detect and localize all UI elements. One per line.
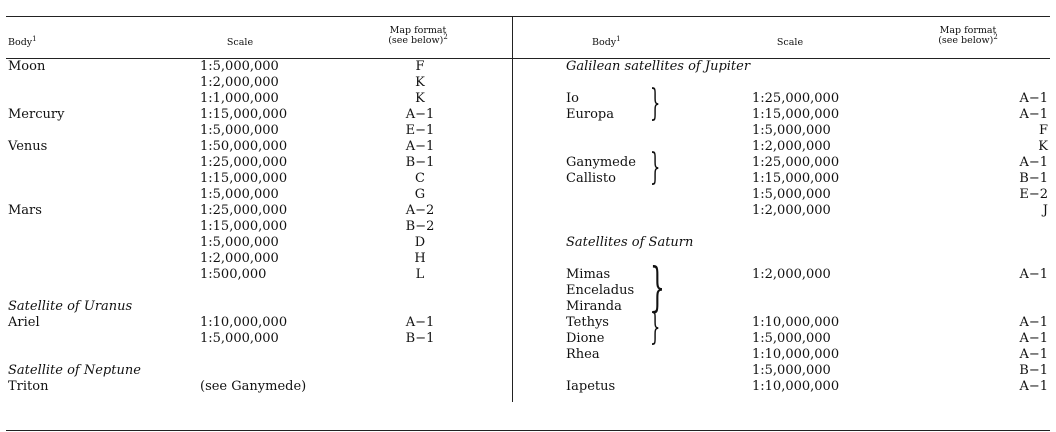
row-scale: 1:500,000 bbox=[200, 267, 267, 282]
row-scale: 1:15,000,000 bbox=[752, 107, 840, 122]
row-format: A−1 bbox=[1019, 91, 1048, 106]
section-heading-uranus: Satellite of Uranus bbox=[8, 299, 133, 314]
row-format: B−1 bbox=[405, 155, 435, 170]
header-scale-left: Scale bbox=[226, 37, 254, 48]
row-scale: 1:50,000,000 bbox=[200, 139, 288, 154]
row-scale: 1:25,000,000 bbox=[200, 203, 288, 218]
row-body: Mercury bbox=[8, 107, 65, 122]
table-top-rule bbox=[6, 16, 1050, 17]
brace-icon: } bbox=[650, 258, 665, 318]
row-format: B−1 bbox=[405, 331, 435, 346]
row-scale: 1:5,000,000 bbox=[752, 123, 831, 138]
row-format: F bbox=[1038, 123, 1048, 138]
row-format: E−1 bbox=[405, 123, 435, 138]
row-scale: 1:2,000,000 bbox=[200, 75, 279, 90]
brace-icon: } bbox=[650, 147, 661, 188]
row-format: G bbox=[414, 187, 426, 202]
row-scale: 1:2,000,000 bbox=[752, 139, 831, 154]
row-format: A−1 bbox=[1019, 155, 1048, 170]
row-scale: 1:5,000,000 bbox=[200, 59, 279, 74]
row-format: K bbox=[415, 91, 425, 106]
row-scale: 1:5,000,000 bbox=[752, 187, 831, 202]
row-scale: 1:5,000,000 bbox=[200, 123, 279, 138]
row-scale: 1:2,000,000 bbox=[752, 203, 831, 218]
row-format: A−1 bbox=[1019, 267, 1048, 282]
row-scale: 1:5,000,000 bbox=[200, 331, 279, 346]
row-body: Io bbox=[566, 91, 579, 106]
row-format: H bbox=[414, 251, 426, 266]
table-bottom-rule bbox=[6, 430, 1050, 431]
row-format: L bbox=[415, 267, 425, 282]
header-body-right: Body$^1$ bbox=[592, 34, 621, 48]
row-scale: 1:10,000,000 bbox=[752, 347, 840, 362]
row-body: Triton bbox=[8, 379, 49, 394]
row-body: Callisto bbox=[566, 171, 616, 186]
row-body: Iapetus bbox=[566, 379, 616, 394]
row-body: Ganymede bbox=[566, 155, 636, 170]
row-scale: 1:2,000,000 bbox=[752, 267, 831, 282]
row-format: K bbox=[1038, 139, 1048, 154]
row-format: A−1 bbox=[405, 107, 435, 122]
row-format: B−1 bbox=[1019, 171, 1048, 186]
row-body: Dione bbox=[566, 331, 605, 346]
row-body: Miranda bbox=[566, 299, 622, 314]
row-format: A−1 bbox=[405, 139, 435, 154]
row-format: A−1 bbox=[1019, 379, 1048, 394]
row-scale: 1:15,000,000 bbox=[200, 107, 288, 122]
row-body: Ariel bbox=[8, 315, 40, 330]
row-scale: 1:25,000,000 bbox=[752, 155, 840, 170]
row-format: E−2 bbox=[1019, 187, 1048, 202]
row-scale: 1:5,000,000 bbox=[200, 187, 279, 202]
row-body: Venus bbox=[8, 139, 48, 154]
row-scale: 1:10,000,000 bbox=[752, 315, 840, 330]
brace-icon: } bbox=[650, 307, 661, 348]
row-body: Rhea bbox=[566, 347, 600, 362]
row-format: B−1 bbox=[1019, 363, 1048, 378]
row-format: A−1 bbox=[1019, 107, 1048, 122]
header-map-format-left: Map format (see below)$^2$ bbox=[388, 25, 448, 46]
row-scale: 1:1,000,000 bbox=[200, 91, 279, 106]
row-scale: 1:15,000,000 bbox=[752, 171, 840, 186]
row-format: A−2 bbox=[405, 203, 435, 218]
row-body: Enceladus bbox=[566, 283, 635, 298]
section-heading-neptune: Satellite of Neptune bbox=[8, 363, 141, 378]
row-format: J bbox=[1042, 203, 1048, 218]
row-scale: 1:2,000,000 bbox=[200, 251, 279, 266]
table-header-rule bbox=[6, 58, 1050, 59]
row-scale: 1:10,000,000 bbox=[752, 379, 840, 394]
row-format: F bbox=[415, 59, 425, 74]
row-format: D bbox=[414, 235, 426, 250]
row-body: Mars bbox=[8, 203, 42, 218]
row-scale: 1:15,000,000 bbox=[200, 171, 288, 186]
row-scale: 1:15,000,000 bbox=[200, 219, 288, 234]
header-scale-right: Scale bbox=[776, 37, 804, 48]
row-scale: 1:5,000,000 bbox=[752, 363, 831, 378]
row-scale: 1:5,000,000 bbox=[752, 331, 831, 346]
row-format: A−1 bbox=[1019, 347, 1048, 362]
row-body: Mimas bbox=[566, 267, 611, 282]
row-body: Europa bbox=[566, 107, 614, 122]
row-scale: 1:25,000,000 bbox=[200, 155, 288, 170]
brace-icon: } bbox=[650, 83, 661, 124]
header-body-left: Body$^1$ bbox=[8, 34, 37, 48]
row-format: A−1 bbox=[1019, 331, 1048, 346]
section-heading-saturn: Satellites of Saturn bbox=[566, 235, 694, 250]
row-format: A−1 bbox=[1019, 315, 1048, 330]
header-map-format-right: Map format (see below)$^2$ bbox=[938, 25, 998, 46]
row-format: A−1 bbox=[405, 315, 435, 330]
row-body: Moon bbox=[8, 59, 46, 74]
row-scale: 1:25,000,000 bbox=[752, 91, 840, 106]
column-divider bbox=[512, 16, 513, 402]
row-format: B−2 bbox=[405, 219, 435, 234]
row-scale: 1:10,000,000 bbox=[200, 315, 288, 330]
row-body: Tethys bbox=[566, 315, 609, 330]
row-scale: 1:5,000,000 bbox=[200, 235, 279, 250]
section-heading-jupiter: Galilean satellites of Jupiter bbox=[566, 59, 751, 74]
row-format: K bbox=[415, 75, 425, 90]
row-scale: (see Ganymede) bbox=[200, 379, 307, 394]
row-format: C bbox=[415, 171, 425, 186]
